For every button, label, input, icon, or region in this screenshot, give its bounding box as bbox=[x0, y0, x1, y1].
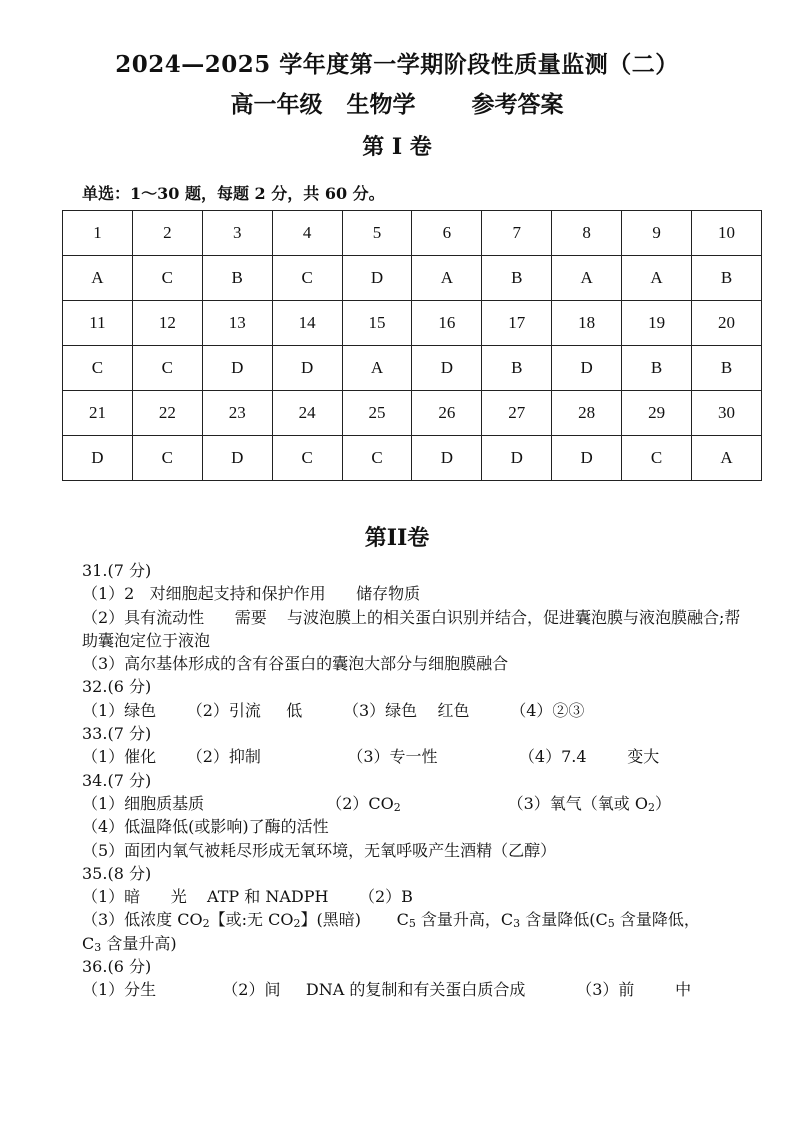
table-cell: C bbox=[622, 436, 692, 481]
table-cell: D bbox=[202, 436, 272, 481]
table-cell: C bbox=[272, 256, 342, 301]
section-1-title: 第 I 卷 bbox=[362, 134, 432, 160]
table-cell: 3 bbox=[202, 211, 272, 256]
question-33-head: 33.(7 分) bbox=[82, 724, 152, 744]
question-35-head: 35.(8 分) bbox=[82, 863, 152, 883]
table-cell: D bbox=[412, 346, 482, 391]
table-cell: 8 bbox=[552, 211, 622, 256]
question-33-answer-1: （1）催化 （2）抑制 （3）专一性 （4）7.4 变大 bbox=[82, 747, 660, 767]
table-cell: 1 bbox=[63, 211, 133, 256]
table-cell: 6 bbox=[412, 211, 482, 256]
section-2-answers bbox=[82, 559, 742, 1002]
section-1-instruction: 单选：1～30 题，每题 2 分，共 60 分。 bbox=[82, 184, 385, 203]
table-cell: 20 bbox=[692, 301, 762, 346]
table-cell: 15 bbox=[342, 301, 412, 346]
exam-subtitle: 高一年级 生物学 参考答案 bbox=[230, 91, 564, 118]
table-cell: C bbox=[342, 436, 412, 481]
table-cell: C bbox=[272, 436, 342, 481]
question-31-head: 31.(7 分) bbox=[82, 561, 152, 580]
answer-table bbox=[62, 210, 762, 481]
question-36-head: 36.(6 分) bbox=[82, 957, 152, 977]
question-31-answer-3: （3）高尔基体形成的含有谷蛋白的囊泡大部分与细胞膜融合 bbox=[82, 654, 509, 674]
question-31-answer-2: （2）具有流动性 需要 与波泡膜上的相关蛋白识别并结合，促进囊泡膜与液泡膜融合;帮助囊泡定位于液泡 bbox=[82, 607, 741, 650]
table-cell: 29 bbox=[622, 391, 692, 436]
table-cell: B bbox=[622, 346, 692, 391]
table-row-question-numbers bbox=[63, 391, 762, 436]
table-cell: 24 bbox=[272, 391, 342, 436]
table-cell: 16 bbox=[412, 301, 482, 346]
table-cell: C bbox=[63, 346, 133, 391]
table-cell: D bbox=[552, 436, 622, 481]
table-cell: D bbox=[412, 436, 482, 481]
question-34-head: 34.(7 分) bbox=[82, 770, 152, 790]
question-34-answer-2: （4）低温降低(或影响)了酶的活性 bbox=[82, 817, 329, 837]
table-row-answers bbox=[63, 346, 762, 391]
table-cell: 4 bbox=[272, 211, 342, 256]
question-32-head: 32.(6 分) bbox=[82, 677, 152, 697]
table-cell: C bbox=[132, 256, 202, 301]
table-cell: 7 bbox=[482, 211, 552, 256]
table-cell: A bbox=[342, 346, 412, 391]
question-31-answer-1: （1）2 对细胞起支持和保护作用 储存物质 bbox=[82, 584, 421, 604]
table-cell: A bbox=[622, 256, 692, 301]
section-2-title: 第II卷 bbox=[364, 525, 430, 551]
table-cell: D bbox=[342, 256, 412, 301]
table-cell: 23 bbox=[202, 391, 272, 436]
table-cell: 12 bbox=[132, 301, 202, 346]
question-34-answer-3: （5）面团内氧气被耗尽形成无氧环境，无氧呼吸产生酒精（乙醇） bbox=[82, 840, 557, 860]
table-cell: C bbox=[132, 346, 202, 391]
question-36-answer-1: （1）分生 （2）间 DNA 的复制和有关蛋白质合成 （3）前 中 bbox=[82, 980, 692, 1000]
table-cell: D bbox=[63, 436, 133, 481]
question-32-answer-1: （1）绿色 （2）引流 低 （3）绿色 红色 （4）②③ bbox=[82, 700, 585, 720]
table-cell: 13 bbox=[202, 301, 272, 346]
table-cell: 22 bbox=[132, 391, 202, 436]
table-row-question-numbers bbox=[63, 211, 762, 256]
table-cell: A bbox=[412, 256, 482, 301]
table-cell: D bbox=[552, 346, 622, 391]
table-cell: A bbox=[63, 256, 133, 301]
table-cell: 28 bbox=[552, 391, 622, 436]
table-cell: 25 bbox=[342, 391, 412, 436]
table-cell: D bbox=[482, 436, 552, 481]
table-cell: B bbox=[482, 346, 552, 391]
table-cell: D bbox=[272, 346, 342, 391]
table-cell: 18 bbox=[552, 301, 622, 346]
question-34-answer-1: （1）细胞质基质 $(2)CO_2$ （3）氧气（氧或 $O_2$） bbox=[82, 793, 672, 814]
question-35-answer-1: （1）暗 光 ATP 和 NADPH （2）B bbox=[82, 887, 413, 907]
table-cell: 30 bbox=[692, 391, 762, 436]
table-cell: C bbox=[132, 436, 202, 481]
exam-title: 2024—2025 学年度第一学期阶段性质量监测（二） bbox=[115, 51, 679, 78]
table-cell: B bbox=[692, 346, 762, 391]
table-row-answers bbox=[63, 436, 762, 481]
table-cell: 17 bbox=[482, 301, 552, 346]
table-cell: D bbox=[202, 346, 272, 391]
table-cell: B bbox=[692, 256, 762, 301]
table-row-answers bbox=[63, 256, 762, 301]
table-cell: 27 bbox=[482, 391, 552, 436]
question-35-answer-2: （3）低浓度 $CO_2$【或:无 $CO_2$】(黑暗) $C_5$ 含量升高，$C_3$ 含量降低($C_5$ 含量降低， bbox=[82, 910, 700, 931]
table-cell: 10 bbox=[692, 211, 762, 256]
question-35-answer-2-cont: $C_3$ 含量升高) bbox=[82, 933, 177, 954]
table-cell: 21 bbox=[63, 391, 133, 436]
table-cell: 11 bbox=[63, 301, 133, 346]
table-cell: B bbox=[482, 256, 552, 301]
table-cell: B bbox=[202, 256, 272, 301]
table-cell: 19 bbox=[622, 301, 692, 346]
table-cell: A bbox=[692, 436, 762, 481]
table-row-question-numbers bbox=[63, 301, 762, 346]
table-cell: A bbox=[552, 256, 622, 301]
table-cell: 26 bbox=[412, 391, 482, 436]
table-cell: 5 bbox=[342, 211, 412, 256]
table-cell: 2 bbox=[132, 211, 202, 256]
table-cell: 9 bbox=[622, 211, 692, 256]
table-cell: 14 bbox=[272, 301, 342, 346]
